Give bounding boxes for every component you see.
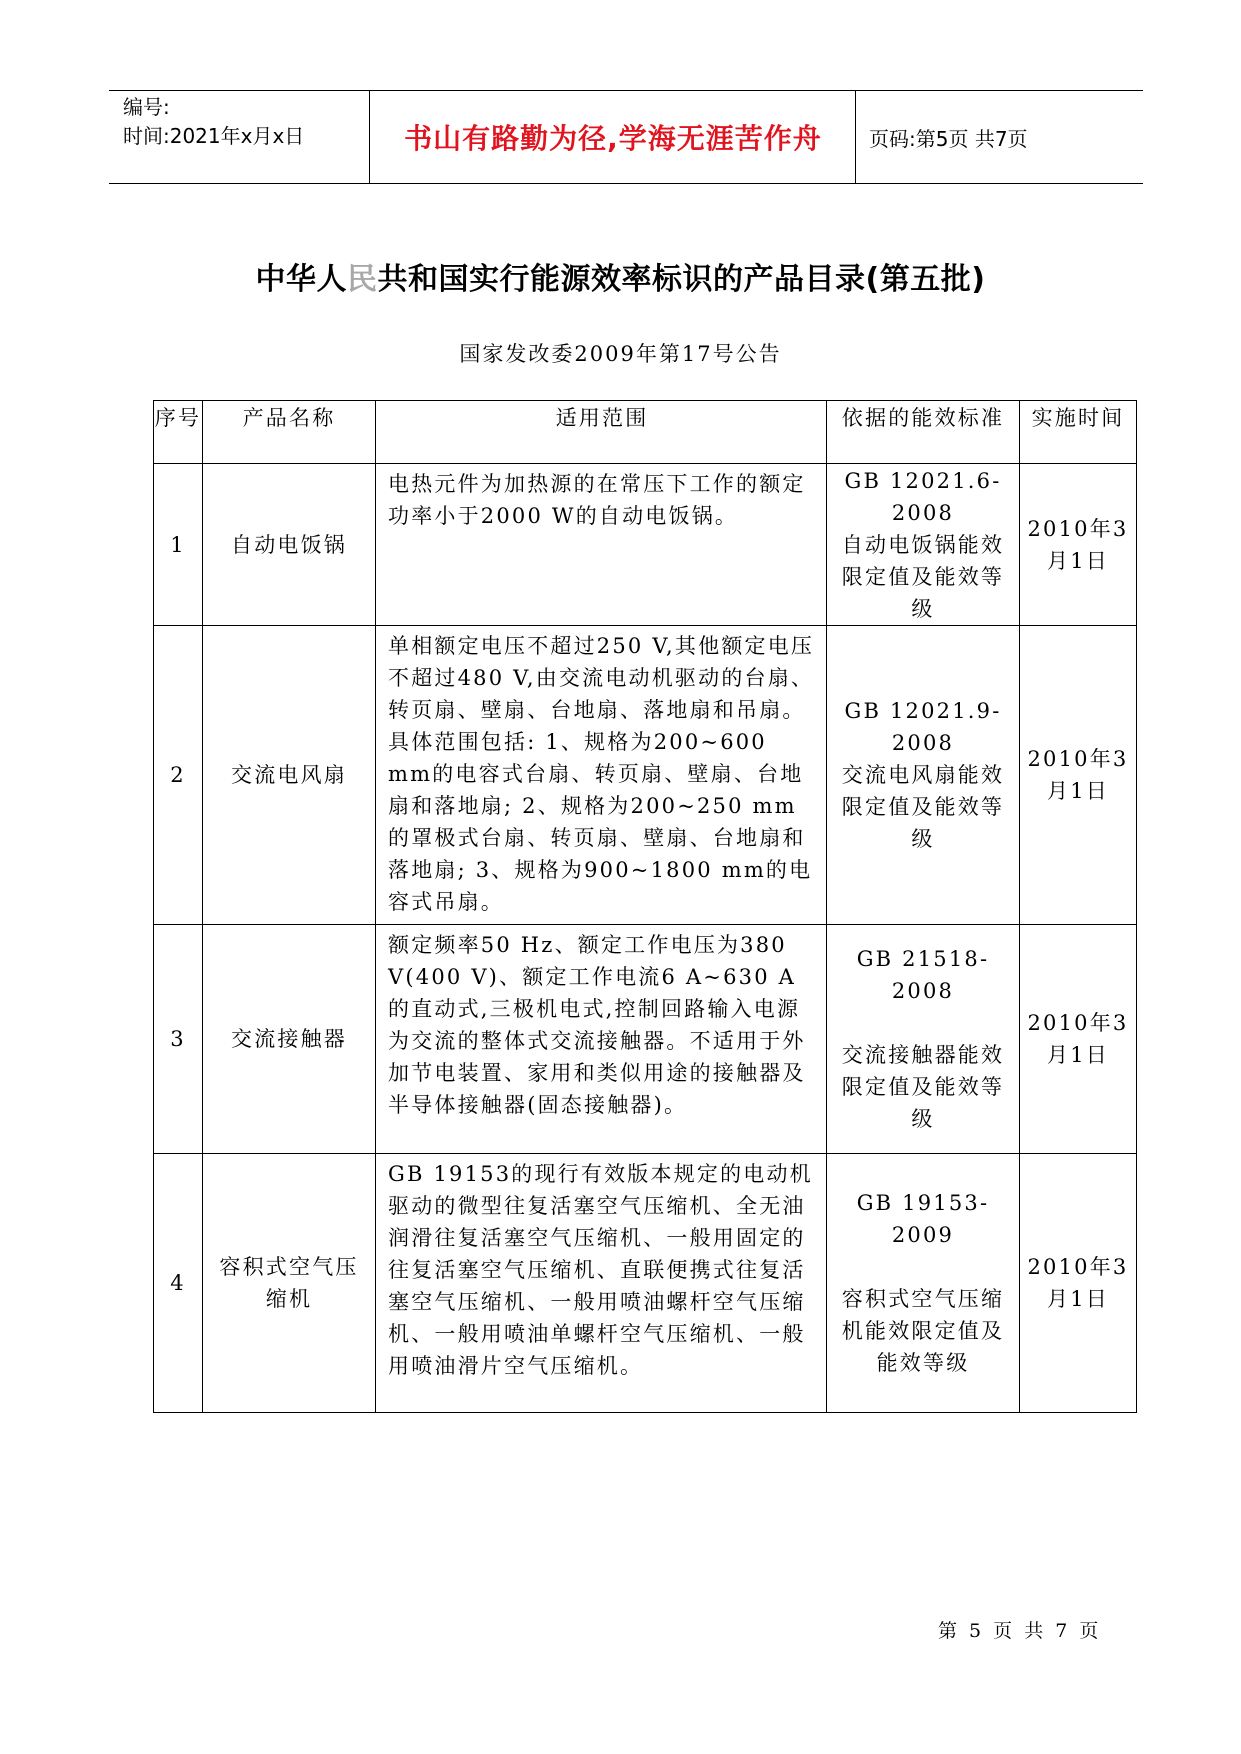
product-catalog-table	[153, 400, 1137, 1413]
header-name: 产品名称	[203, 401, 376, 464]
row-standard	[827, 464, 1020, 626]
standard-code: GB 21518-2008	[856, 947, 990, 1003]
row-date: 2010年3月1日	[1020, 925, 1137, 1154]
table-row	[154, 1154, 1137, 1413]
header-no: 序号	[154, 401, 203, 464]
header-date: 实施时间	[1020, 401, 1137, 464]
table-row	[154, 925, 1137, 1154]
page-footer: 第 5 页 共 7 页	[938, 1620, 1102, 1642]
row-no: 3	[154, 925, 203, 1154]
standard-code: GB 19153-2009	[856, 1191, 990, 1247]
header-page-info: 页码:第5页 共7页	[869, 126, 1028, 151]
row-scope: GB 19153的现行有效版本规定的电动机驱动的微型往复活塞空气压缩机、全无油润滑往复活塞空气压缩机、一般用固定的往复活塞空气压缩机、直联便携式往复活塞空气压缩机、一般用喷油螺杆空气压缩机、一般用喷油单螺杆空气压缩机、一般用喷油滑片空气压缩机。	[376, 1154, 827, 1413]
standard-name: 自动电饭锅能效限定值及能效等级	[841, 532, 1005, 621]
title-part-1: 中华人	[255, 262, 348, 297]
row-scope: 电热元件为加热源的在常压下工作的额定功率小于2000 W的自动电饭锅。	[376, 464, 827, 626]
row-no: 1	[154, 464, 203, 626]
row-date: 2010年3月1日	[1020, 1154, 1137, 1413]
header-time-label: 时间:2021年x月x日	[123, 124, 305, 148]
row-standard	[827, 925, 1020, 1154]
header-motto: 书山有路勤为径,学海无涯苦作舟	[404, 122, 822, 155]
standard-name: 容积式空气压缩机能效限定值及能效等级	[841, 1287, 1005, 1375]
document-subtitle: 国家发改委2009年第17号公告	[459, 342, 782, 366]
header-standard: 依据的能效标准	[827, 401, 1020, 464]
title-part-3: 共和国实行能源效率标识的产品目录(第五批)	[377, 262, 986, 297]
header-divider	[369, 91, 370, 183]
header-divider	[855, 91, 856, 183]
row-name: 交流电风扇	[203, 626, 376, 925]
table-header-row	[154, 401, 1137, 464]
row-scope: 额定频率50 Hz、额定工作电压为380 V(400 V)、额定工作电流6 A~630 A的直动式,三极机电式,控制回路输入电源为交流的整体式交流接触器。不适用于外加节电装置、家用和类似用途的接触器及半导体接触器(固态接触器)。	[376, 925, 827, 1154]
title-part-2: 民	[347, 262, 378, 297]
row-date: 2010年3月1日	[1020, 626, 1137, 925]
row-scope: 单相额定电压不超过250 V,其他额定电压不超过480 V,由交流电动机驱动的台扇、转页扇、壁扇、台地扇、落地扇和吊扇。具体范围包括: 1、规格为200~600 mm的电容式台扇、转页扇、壁扇、台地扇和落地扇; 2、规格为200~250 mm的罩极式台扇、转页扇、壁扇、台地扇和落地扇; 3、规格为900~1800 mm的电容式吊扇。	[376, 626, 827, 925]
row-no: 4	[154, 1154, 203, 1413]
standard-name: 交流接触器能效限定值及能效等级	[841, 1043, 1005, 1131]
row-name: 交流接触器	[203, 925, 376, 1154]
page-header	[109, 90, 1143, 184]
row-standard	[827, 626, 1020, 925]
row-name: 自动电饭锅	[203, 464, 376, 626]
table-row	[154, 626, 1137, 925]
header-meta	[123, 93, 363, 151]
spacer	[831, 1251, 1015, 1283]
row-no: 2	[154, 626, 203, 925]
row-date: 2010年3月1日	[1020, 464, 1137, 626]
header-scope: 适用范围	[376, 401, 827, 464]
header-number-label: 编号:	[123, 95, 170, 119]
row-name: 容积式空气压缩机	[203, 1154, 376, 1413]
standard-code: GB 12021.9-2008	[844, 699, 1002, 755]
spacer	[831, 1007, 1015, 1039]
document-title	[0, 254, 1241, 298]
standard-code: GB 12021.6-2008	[844, 468, 1002, 525]
row-standard	[827, 1154, 1020, 1413]
table-row	[154, 464, 1137, 626]
standard-name: 交流电风扇能效限定值及能效等级	[841, 763, 1005, 851]
